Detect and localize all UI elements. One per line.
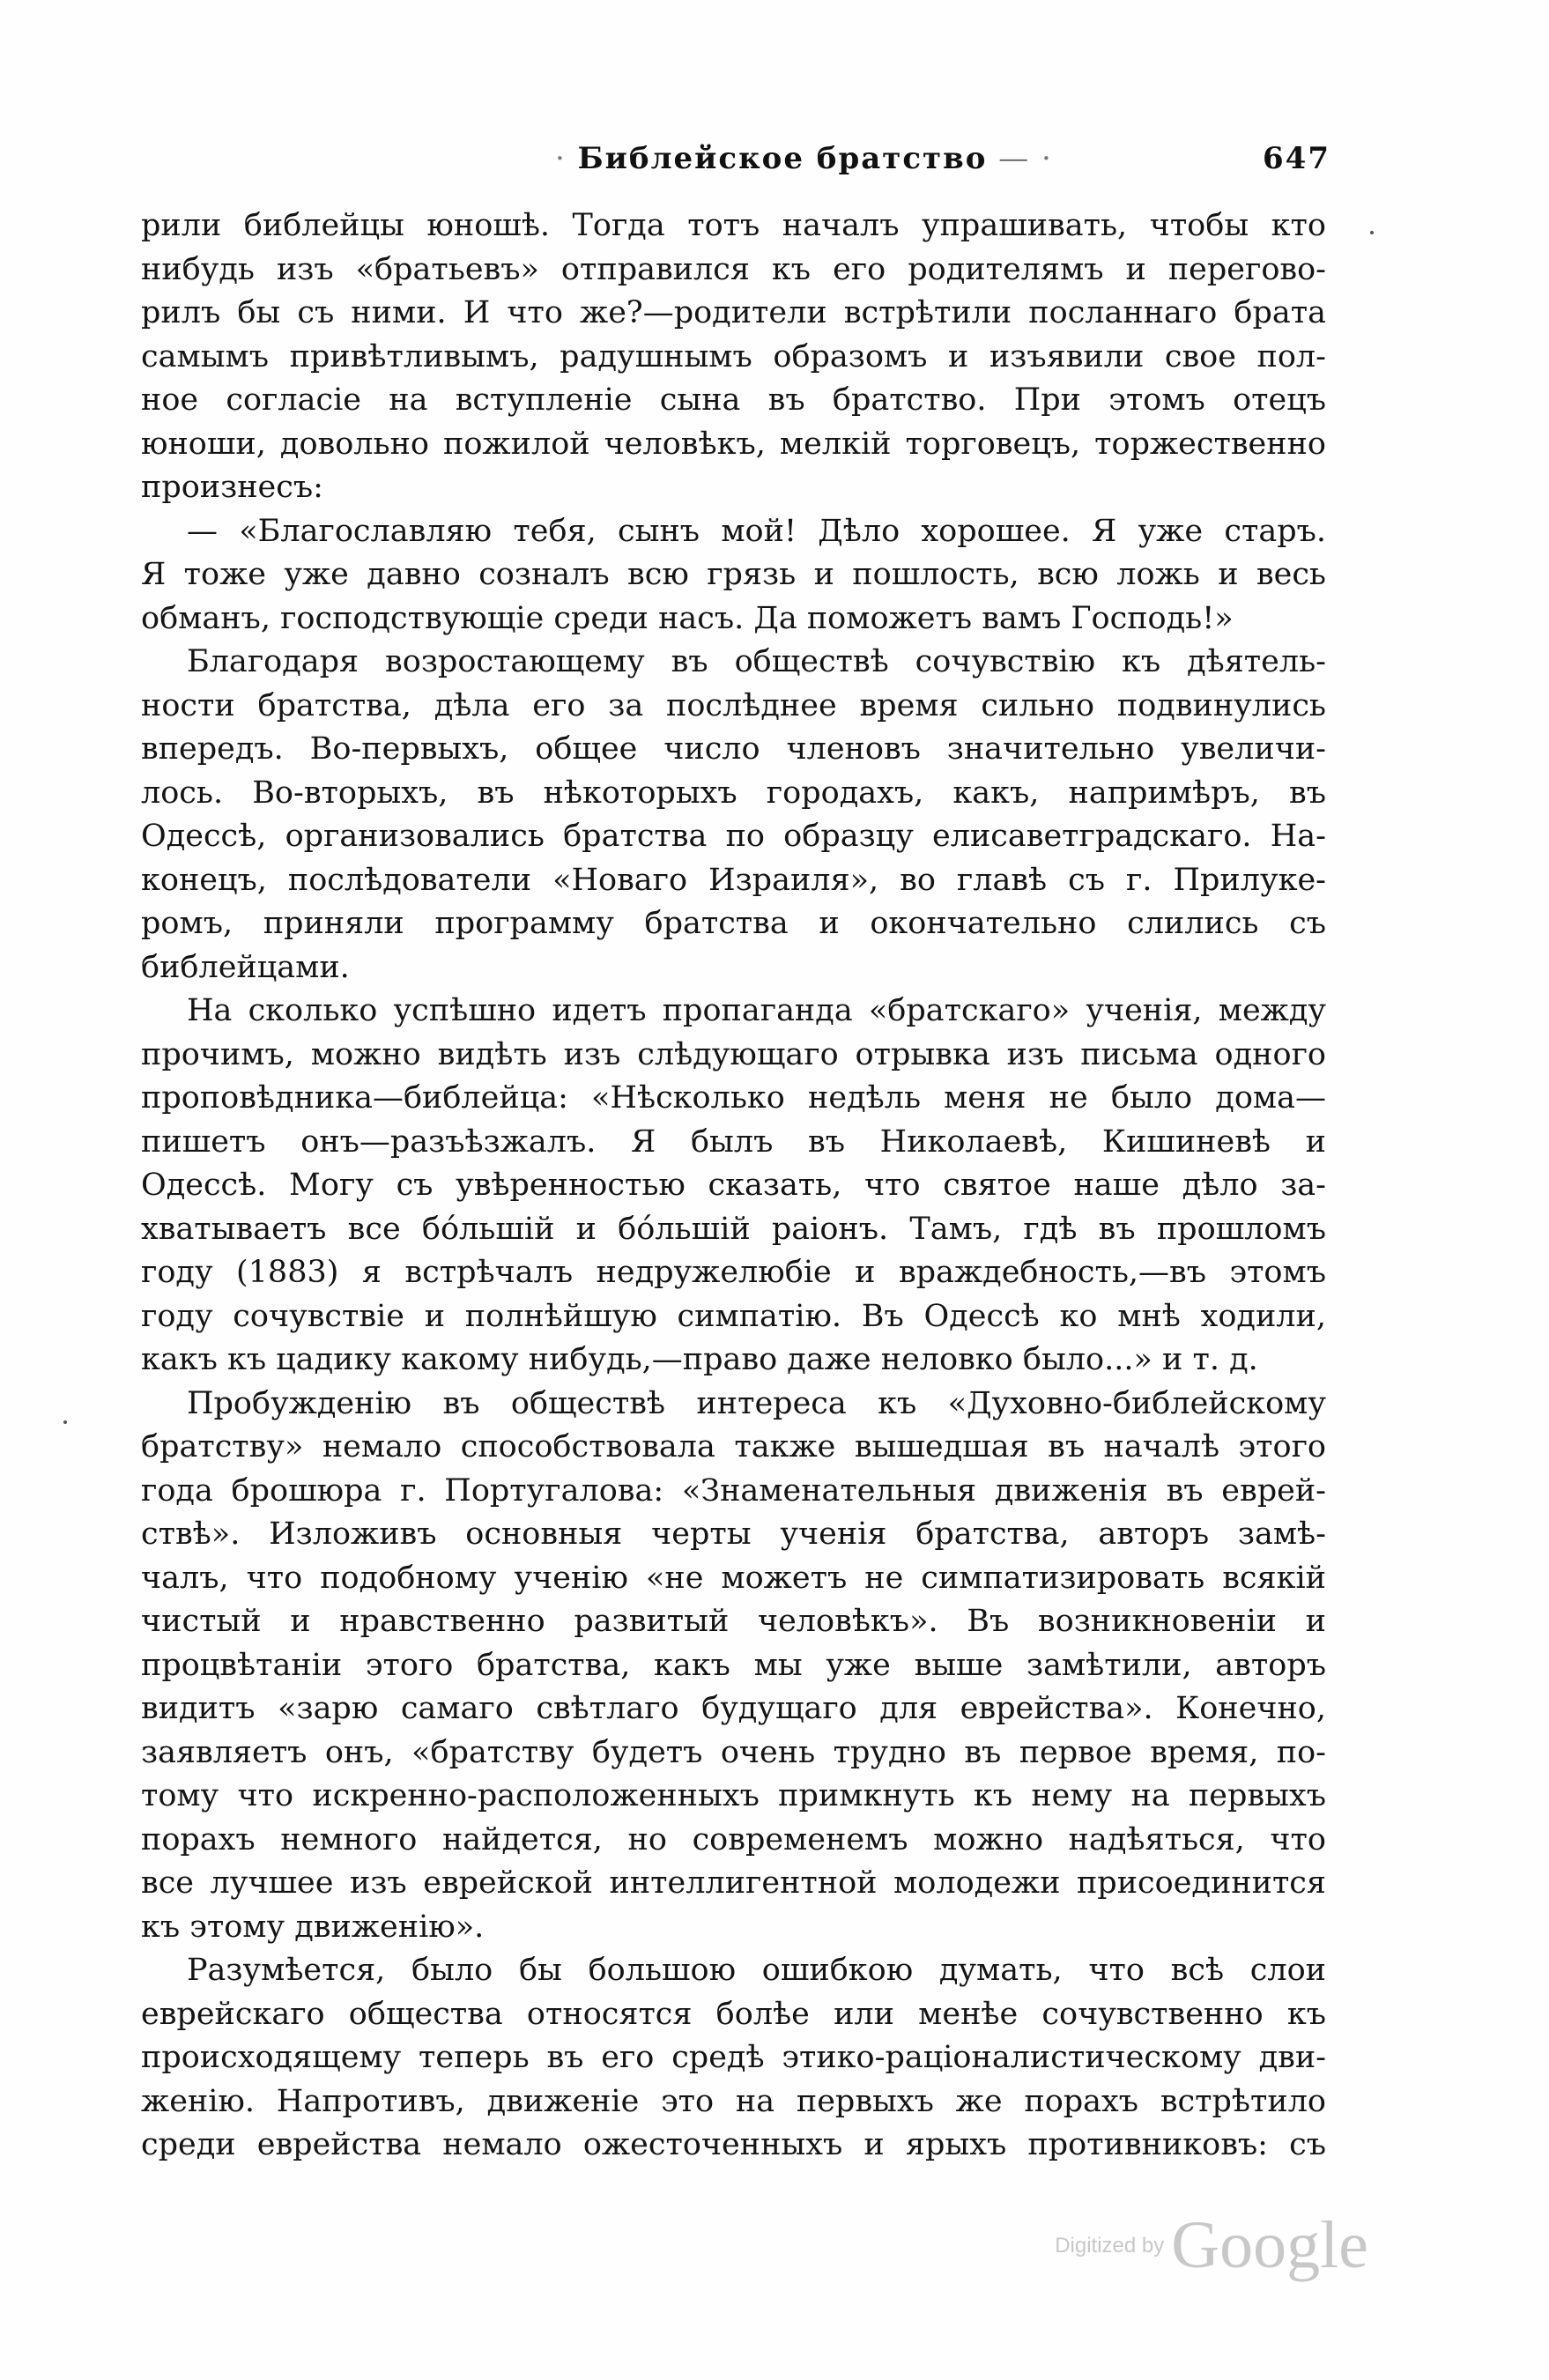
text-line: Одессѣ. Могу съ увѣренностью сказать, что святое наше дѣло за- xyxy=(141,1168,1326,1203)
page-header xyxy=(141,141,1330,176)
text-line: произнесъ: xyxy=(141,470,323,505)
text-line: къ этому движенію». xyxy=(141,1909,485,1945)
text-line: чистый и нравственно развитый человѣкъ». Въ возникновеніи и xyxy=(141,1604,1326,1639)
text-line: Пробужденію въ обществѣ интереса къ «Духовно-библейскому xyxy=(187,1385,1326,1421)
text-line: конецъ, послѣдователи «Новаго Израиля», во главѣ съ г. Прилуке- xyxy=(141,862,1326,898)
text-line: На сколько успѣшно идетъ пропаганда «братскаго» ученія, между xyxy=(187,993,1326,1028)
text-line: лось. Во-вторыхъ, въ нѣкоторыхъ городахъ, какъ, напримѣръ, въ xyxy=(141,775,1326,811)
text-line: заявляетъ онъ, «братству будетъ очень трудно въ первое время, по- xyxy=(141,1734,1326,1770)
text-line: проповѣдника—библейца: «Нѣсколько недѣль меня не было дома— xyxy=(141,1080,1326,1116)
text-line: библейцами. xyxy=(141,949,350,985)
text-line: обманъ, господствующіе среди насъ. Да поможетъ вамъ Господь!» xyxy=(141,600,1234,636)
scan-speck xyxy=(1370,231,1374,234)
text-line: Я тоже уже давно созналъ всю грязь и пошлость, всю ложь и весь xyxy=(141,557,1326,592)
text-line: Разумѣется, было бы большою ошибкою думать, что всѣ слои xyxy=(187,1953,1326,1988)
google-logo: Google xyxy=(1171,2208,1368,2282)
text-line: пишетъ онъ—разъѣзжалъ. Я былъ въ Николаевѣ, Кишиневѣ и xyxy=(141,1123,1326,1160)
text-line: видитъ «зарю самаго свѣтлаго будущаго для еврейства». Конечно, xyxy=(141,1691,1326,1726)
text-line: самымъ привѣтливымъ, радушнымъ образомъ и изъявили свое пол- xyxy=(141,338,1326,374)
text-line: ное согласіе на вступленіе сына въ братство. При этомъ отецъ xyxy=(141,382,1326,418)
google-watermark xyxy=(1055,2207,1368,2287)
scan-speck xyxy=(63,1420,67,1424)
text-line: братству» немало способствовала также вышедшая въ началѣ этого xyxy=(141,1429,1326,1464)
text-line: — «Благославляю тебя, сынъ мой! Дѣло хорошее. Я уже старъ. xyxy=(187,513,1326,549)
text-line: чалъ, что подобному ученію «не можетъ не симпатизировать всякій xyxy=(141,1560,1326,1596)
running-title: · Библейское братство — · xyxy=(555,141,1053,176)
text-line: тому что искренно-расположенныхъ примкнуть къ нему на первыхъ xyxy=(141,1778,1326,1813)
text-line: рилъ бы съ ними. И что же?—родители встрѣтили посланнаго брата xyxy=(141,295,1326,330)
text-line: хватываетъ все бóльшій и бóльшій раіонъ. Тамъ, гдѣ въ прошломъ xyxy=(141,1211,1326,1247)
text-line: ромъ, приняли программу братства и окончательно слились съ xyxy=(141,906,1326,941)
text-line: еврейскаго общества относятся болѣе или менѣе сочувственно къ xyxy=(141,1996,1326,2032)
text-line: году (1883) я встрѣчалъ недружелюбіе и враждебность,—въ этомъ xyxy=(141,1255,1326,1290)
text-line: нибудь изъ «братьевъ» отправился къ его родителямъ и перегово- xyxy=(141,251,1326,287)
page-number: 647 xyxy=(1263,141,1330,176)
text-line: году сочувствіе и полнѣйшую симпатію. Въ Одессѣ ко мнѣ ходили, xyxy=(141,1298,1326,1334)
body-text xyxy=(141,204,1326,2168)
text-line: порахъ немного найдется, но современемъ можно надѣяться, что xyxy=(141,1821,1326,1857)
text-line: Благодаря возростающему въ обществѣ сочувствію къ дѣятель- xyxy=(187,644,1326,679)
text-line: ности братства, дѣла его за послѣднее время сильно подвинулись xyxy=(141,687,1326,723)
text-line: процвѣтаніи этого братства, какъ мы уже выше замѣтили, авторъ xyxy=(141,1647,1326,1683)
text-line: какъ къ цадику какому нибудь,—право даже неловко было...» и т. д. xyxy=(141,1342,1258,1377)
text-line: происходящему теперь въ его средѣ этико-раціоналистическому дви- xyxy=(141,2040,1326,2075)
text-line: года брошюра г. Португалова: «Знаменательныя движенія въ еврей- xyxy=(141,1472,1326,1509)
text-line: юноши, довольно пожилой человѣкъ, мелкій торговецъ, торжественно xyxy=(141,426,1326,462)
text-line: рили библейцы юношѣ. Тогда тотъ началъ упрашивать, чтобы кто xyxy=(141,208,1326,243)
text-line: прочимъ, можно видѣть изъ слѣдующаго отрывка изъ письма одного xyxy=(141,1036,1326,1072)
text-line: впередъ. Во-первыхъ, общее число членовъ значительно увеличи- xyxy=(141,731,1326,767)
text-line: Одессѣ, организовались братства по образцу елисаветградскаго. На- xyxy=(141,819,1326,854)
text-line: женію. Напротивъ, движеніе это на первыхъ же порахъ встрѣтило xyxy=(141,2083,1326,2119)
text-line: все лучшее изъ еврейской интеллигентной молодежи присоединится xyxy=(141,1865,1326,1901)
watermark-prefix: Digitized by xyxy=(1055,2233,1165,2258)
text-line: ствѣ». Изложивъ основныя черты ученія братства, авторъ замѣ- xyxy=(141,1516,1326,1552)
text-line: среди еврейства немало ожесточенныхъ и ярыхъ противниковъ: съ xyxy=(141,2127,1326,2162)
